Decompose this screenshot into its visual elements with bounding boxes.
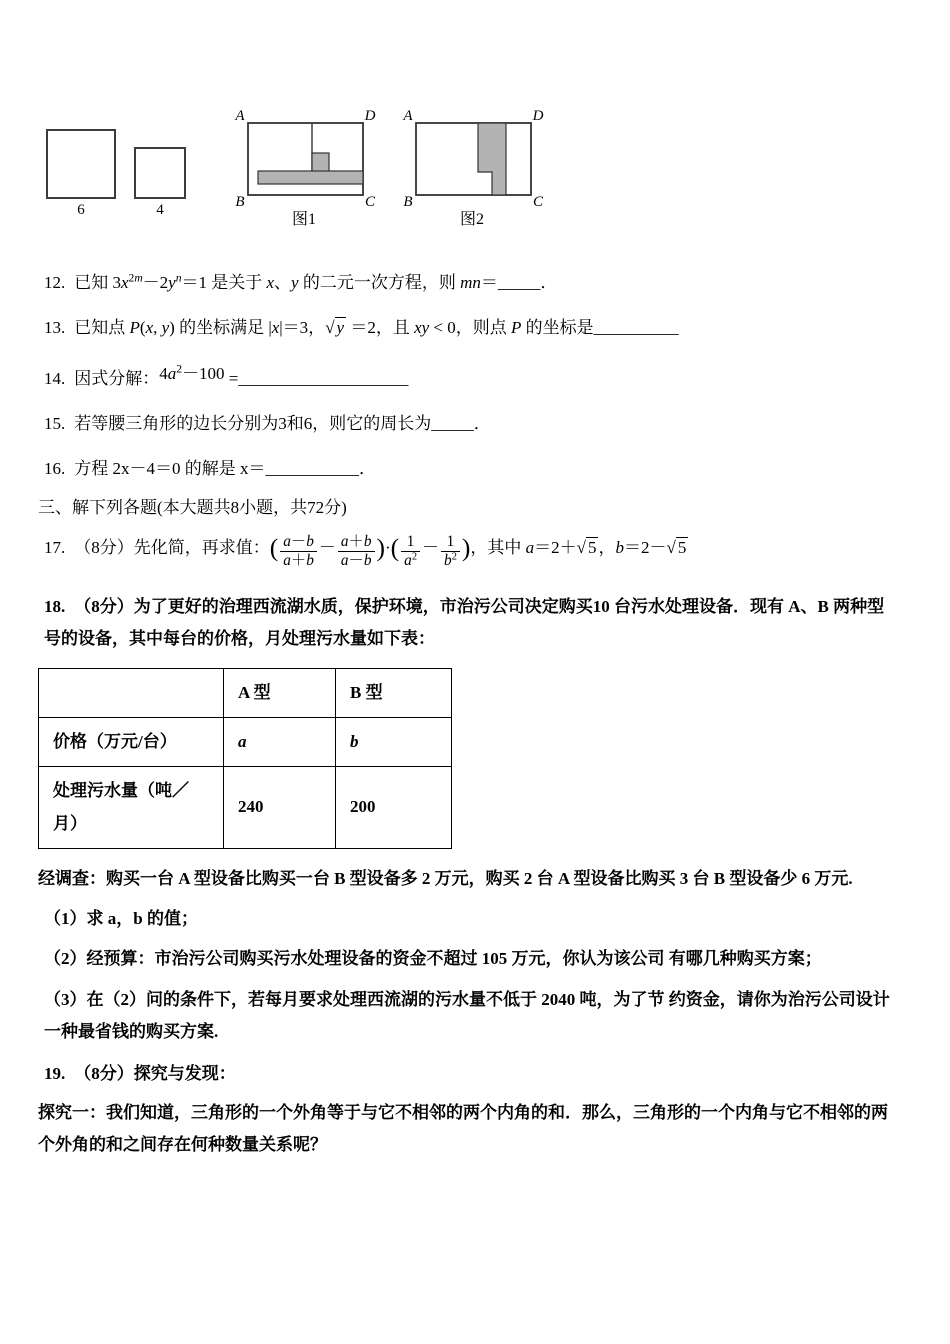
question-19 <box>44 1058 892 1090</box>
question-18-intro: （8分）为了更好的治理西流湖水质，保护环境，市治污公司决定购买10 台污水处理设备．现有 A、B 两种型号的设备，其中每台的价格，月处理污水量如下表： <box>44 597 885 649</box>
volume-row-label: 处理污水量（吨／月） <box>39 767 224 849</box>
question-18 <box>44 591 892 656</box>
question-15-text: 若等腰三角形的边长分别为3和6，则它的周长为_____． <box>74 414 491 434</box>
price-row-label: 价格（万元/台） <box>39 718 224 767</box>
square-small-label: 4 <box>156 202 164 219</box>
question-19-text: （8分）探究与发现： <box>74 1064 236 1084</box>
question-16-number: 16. <box>44 459 66 479</box>
figure-2-corner-a: A <box>403 108 413 124</box>
figure-1-corner-a: A <box>235 108 245 124</box>
figure-2-corner-c: C <box>532 194 544 210</box>
square-shape-small <box>134 147 186 199</box>
question-15 <box>44 408 892 440</box>
question-15-number: 15. <box>44 414 66 434</box>
section-3-header: 三、解下列各题(本大题共8小题，共72分) <box>38 497 347 517</box>
question-12 <box>44 267 892 299</box>
question-17-number: 17. <box>44 538 66 558</box>
volume-a-value: 240 <box>224 767 336 849</box>
table-header-type-a: A 型 <box>224 668 336 717</box>
question-19-number: 19. <box>44 1064 66 1084</box>
table-row-volume <box>39 767 452 849</box>
question-13-text: 已知点 P(x, y) 的坐标满足 |x|＝3，√ y ＝2，且 xy < 0，则点 P 的坐标是__________ <box>74 318 679 338</box>
figure-1-corner-c: C <box>364 194 376 210</box>
table-row-price <box>39 718 452 767</box>
figure-square-large <box>46 129 116 219</box>
table-header-row <box>39 668 452 717</box>
figure-2-shaded-region <box>478 123 506 195</box>
question-18-table <box>38 668 452 849</box>
figure-1-shaded-strip <box>258 171 363 184</box>
question-18-number: 18. <box>44 597 66 617</box>
figure-2-drawing <box>396 106 548 210</box>
figure-1-corner-d: D <box>364 108 376 124</box>
figure-1-drawing <box>228 106 380 210</box>
question-18-part3: （3）在（2）问的条件下，若每月要求处理西流湖的污水量不低于 2040 吨，为了节 约资金，请你为治污公司设计一种最省钱的购买方案. <box>44 989 890 1042</box>
figure-1-corner-b: B <box>235 194 245 210</box>
figure-2-caption: 图2 <box>459 211 484 228</box>
question-18-part1: （1）求 a，b 的值； <box>44 909 198 929</box>
question11-figures <box>46 106 892 229</box>
question-17-text: （8分）先化简，再求值：( $\frac{a-b}{a+b}$ － $\frac{a+b}{a-b}$ )·( $\frac{1}{a^2}$ － $\frac{1}{b^2}$ )，其中 a＝2＋√ 5 ，b＝2－√ 5 <box>74 532 687 569</box>
question-17 <box>44 532 892 569</box>
price-b-value: b <box>336 718 452 767</box>
table-header-blank <box>39 668 224 717</box>
figure-2-corner-d: D <box>532 108 544 124</box>
question-14-text: 因式分解：$4a^2-100$ =____________________ <box>74 362 409 388</box>
table-header-type-b: B 型 <box>336 668 452 717</box>
price-a-value: a <box>224 718 336 767</box>
figure-1-caption: 图1 <box>291 211 316 228</box>
figure-1 <box>228 106 380 229</box>
square-shape-large <box>46 129 116 199</box>
figure-1-shaded-block <box>312 153 329 172</box>
question-19-explore: 探究一：我们知道，三角形的一个外角等于与它不相邻的两个内角的和．那么，三角形的一个内角与它不相邻的两个外角的和之间存在何种数量关系呢？ <box>38 1102 888 1154</box>
question-12-text: 已知 $3x^{2m}-2y^n=1$ 是关于 x、y 的二元一次方程，则 mn＝_____． <box>74 271 558 293</box>
question-14 <box>44 358 892 395</box>
figure-2-corner-b: B <box>403 194 413 210</box>
question-18-part2: （2）经预算：市治污公司购买污水处理设备的资金不超过 105 万元，你认为该公司 有哪几种购买方案； <box>44 949 822 969</box>
volume-b-value: 200 <box>336 767 452 849</box>
question-18-survey: 经调查：购买一台 A 型设备比购买一台 B 型设备多 2 万元，购买 2 台 A 型设备比购买 3 台 B 型设备少 6 万元. <box>38 868 853 888</box>
question-12-number: 12. <box>44 273 66 293</box>
question-13-number: 13. <box>44 318 66 338</box>
square-large-label: 6 <box>77 202 85 219</box>
figure-2 <box>396 106 548 229</box>
figure-2-outer-rect <box>416 123 531 195</box>
question-16 <box>44 453 892 485</box>
question-13 <box>44 312 892 344</box>
question-14-number: 14. <box>44 368 66 388</box>
figure-square-small <box>134 147 186 219</box>
question-16-text: 方程 2x－4＝0 的解是 x＝___________． <box>74 459 376 479</box>
